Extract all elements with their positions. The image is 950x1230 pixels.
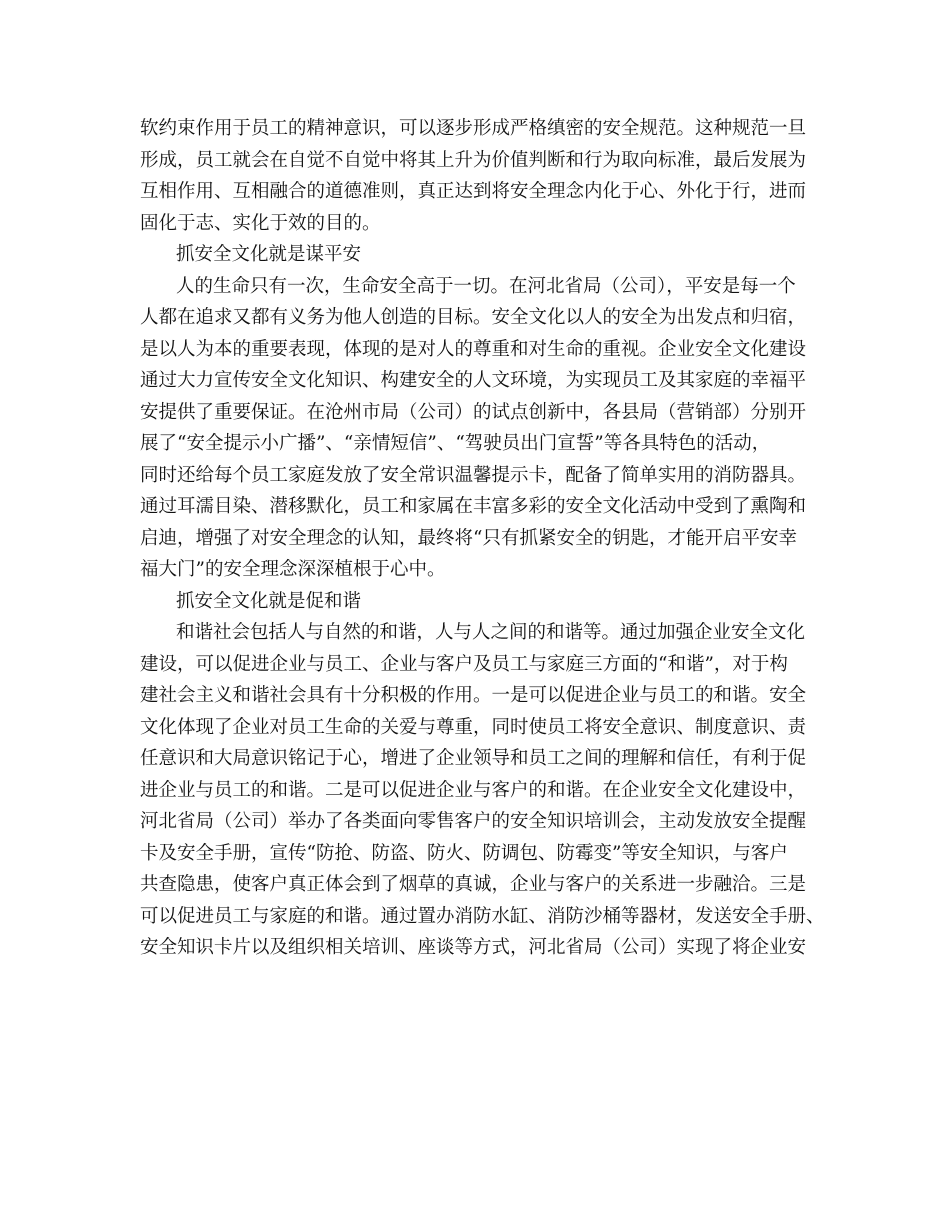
body-text-line: 可以促进员工与家庭的和谐。通过置办消防水缸、消防沙桶等器材，发送安全手册、 (140, 905, 825, 927)
body-text-line: 河北省局（公司）举办了各类面向零售客户的安全知识培训会，主动发放安全提醒 (140, 811, 807, 832)
body-text-line: 固化于志、实化于效的目的。 (140, 212, 381, 234)
body-text-line: 卡及安全手册，宣传“防抢、防盗、防火、防调包、防霉变”等安全知识，与客户 (140, 842, 788, 864)
body-text-line: 同时还给每个员工家庭发放了安全常识温馨提示卡，配备了简单实用的消防器具。 (140, 464, 807, 486)
body-text-line: 互相作用、互相融合的道德准则，真正达到将安全理念内化于心、外化于行，进而 (140, 181, 807, 202)
body-text-line: 文化体现了企业对员工生命的关爱与尊重，同时使员工将安全意识、制度意识、责 (140, 716, 807, 738)
body-text-line: 人都在追求又都有义务为他人创造的目标。安全文化以人的安全为出发点和归宿， (140, 307, 807, 328)
section-heading: 抓安全文化就是谋平安 (176, 244, 362, 265)
paragraph-first-line: 和谐社会包括人与自然的和谐，人与人之间的和谐等。通过加强企业安全文化 (176, 622, 806, 643)
body-text-line: 展了“安全提示小广播”、“亲情短信”、“驾驶员出门宣誓”等各具特色的活动， (140, 433, 771, 454)
paragraph-first-line: 人的生命只有一次，生命安全高于一切。在河北省局（公司），平安是每一个 (176, 275, 796, 297)
section-heading: 抓安全文化就是促和谐 (176, 590, 362, 612)
document-body (140, 113, 825, 964)
body-text-line: 通过大力宣传安全文化知识、构建安全的人文环境，为实现员工及其家庭的幸福平 (140, 370, 807, 391)
body-text-line: 软约束作用于员工的精神意识，可以逐步形成严格缜密的安全规范。这种规范一旦 (140, 118, 807, 139)
body-text-line: 形成，员工就会在自觉不自觉中将其上升为价值判断和行为取向标准，最后发展为 (140, 149, 807, 171)
body-text-line: 进企业与员工的和谐。二是可以促进企业与客户的和谐。在企业安全文化建设中， (140, 779, 807, 801)
body-text-line: 是以人为本的重要表现，体现的是对人的尊重和对生命的重视。企业安全文化建设 (140, 338, 807, 360)
body-text-line: 共查隐患，使客户真正体会到了烟草的真诚，企业与客户的关系进一步融洽。三是 (140, 874, 807, 895)
body-text-line: 安全知识卡片以及组织相关培训、座谈等方式，河北省局（公司）实现了将企业安 (140, 937, 807, 958)
body-text-line: 启迪，增强了对安全理念的认知，最终将“只有抓紧安全的钥匙，才能开启平安幸 (140, 527, 797, 549)
body-text-line: 安提供了重要保证。在沧州市局（公司）的试点创新中，各县局（营销部）分别开 (140, 401, 807, 423)
body-text-line: 建设，可以促进企业与员工、企业与客户及员工与家庭三方面的“和谐”，对于构 (140, 653, 788, 675)
body-text-line: 任意识和大局意识铭记于心，增进了企业领导和员工之间的理解和信任，有利于促 (140, 748, 807, 769)
body-text-line: 建社会主义和谐社会具有十分积极的作用。一是可以促进企业与员工的和谐。安全 (140, 685, 807, 706)
body-text-line: 通过耳濡目染、潜移默化，员工和家属在丰富多彩的安全文化活动中受到了熏陶和 (140, 496, 807, 517)
body-text-line: 福大门”的安全理念深深植根于心中。 (140, 559, 446, 580)
